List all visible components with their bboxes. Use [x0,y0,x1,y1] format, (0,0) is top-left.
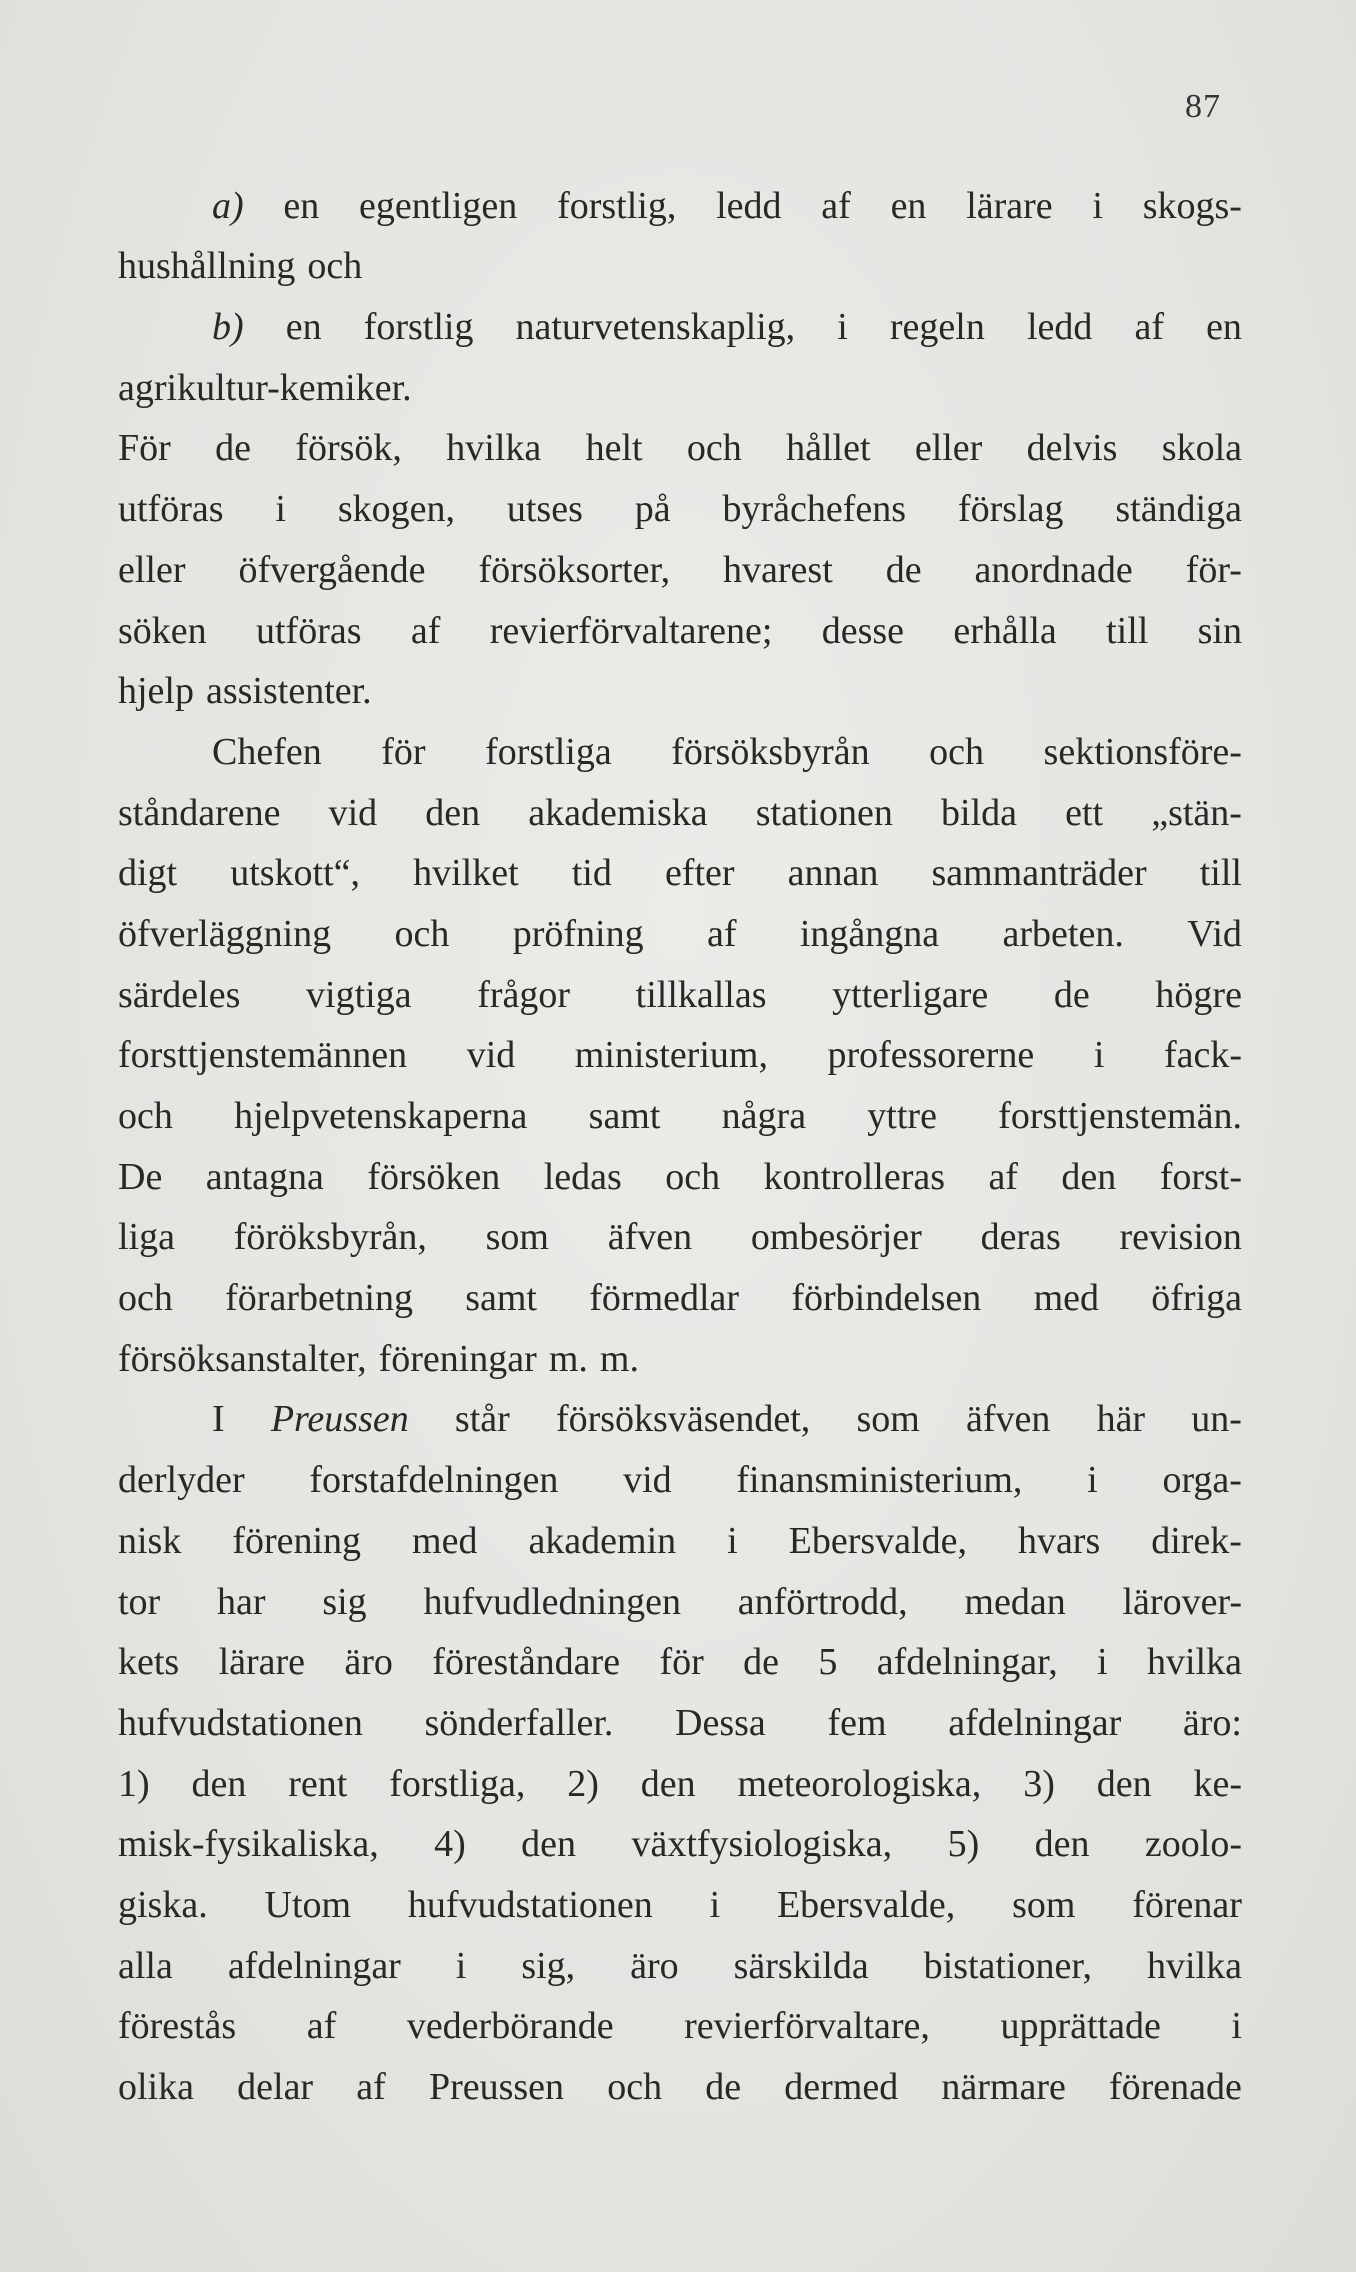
text-line [118,781,1242,842]
word: sig, [521,1944,576,1987]
word: ministerium, [574,1034,768,1077]
word: Dessa [675,1701,766,1744]
word: äro [630,1944,679,1987]
word: i [727,1519,738,1562]
word: tillkallas [635,973,767,1016]
word: och [118,1277,173,1320]
text-line [118,1388,1242,1449]
word: de [1053,973,1090,1016]
word: och [607,2066,663,2108]
word: äro: [1182,1701,1242,1744]
word: vid [328,791,378,834]
word: som [1012,1883,1076,1926]
word: eller [118,548,186,591]
word: äfven [607,1216,693,1259]
text-line [118,1266,1242,1327]
text-line [118,1691,1242,1752]
word: professorerne [827,1034,1035,1077]
word: de [215,427,251,470]
word: stationen [755,791,893,834]
word: delvis [1026,427,1118,470]
text-line [118,1509,1242,1570]
word: forstlig [363,306,474,349]
word: den [1096,1762,1152,1805]
word: den [521,1823,577,1866]
word: dermed [784,2066,899,2108]
word: försök, [295,427,402,470]
word: un- [1191,1398,1242,1441]
word: sammanträder [931,852,1147,895]
word: förening [232,1519,362,1562]
word: den [1061,1155,1117,1198]
word: alla [118,1944,173,1987]
word: närmare [941,2066,1066,2108]
word: förbindelsen [791,1277,982,1320]
word: frågor [477,973,571,1016]
word: agrikultur-kemiker. [118,366,412,409]
word: vid [466,1034,516,1077]
word: forstlig, [557,184,677,227]
body-text [118,174,1242,2116]
word: 5) [947,1823,980,1866]
text-line [118,1327,1242,1388]
page-number: 87 [1185,88,1221,125]
word: de [705,2066,742,2108]
word: af [410,609,441,652]
word: desse [821,609,905,652]
word: och [394,912,450,955]
word: af [356,2066,386,2108]
word: Ebersvalde, [788,1519,967,1562]
text-line [118,902,1242,963]
word: försöksbyrån [671,730,870,773]
word: skola [1161,427,1242,470]
text-line [118,720,1242,781]
word: skogs- [1142,184,1242,227]
word: Preussen [270,1398,409,1441]
word: den [191,1762,247,1805]
word: försöksanstalter, [118,1337,367,1380]
word: eller [914,427,983,470]
text-line [118,295,1242,356]
word: tor [118,1580,161,1623]
text-line [118,356,1242,417]
word: regeln [889,306,985,349]
word: af [1134,306,1164,349]
word: en [285,306,322,349]
word: hvilket [413,852,519,895]
text-line [118,1995,1242,2056]
word: digt [118,852,178,895]
word: sin [1197,609,1242,652]
word: „stän- [1151,791,1242,834]
word: misk-fysikaliska, [118,1823,379,1866]
word: samt [465,1277,537,1320]
word: revierförvaltare, [684,2005,930,2048]
word: giska. [118,1883,208,1926]
word: en [890,184,927,227]
word: hvilka [1146,1944,1242,1987]
word: direk- [1151,1519,1242,1562]
word: sönderfaller. [424,1701,614,1744]
word: förenar [1132,1883,1242,1926]
word: vigtiga [306,973,412,1016]
word: i [1092,184,1103,227]
word: forstafdelningen [309,1459,559,1502]
word: särskilda [733,1944,869,1987]
word: yttre [867,1095,937,1137]
word: 3) [1023,1762,1055,1805]
word: sektionsföre- [1043,730,1242,773]
word: liga [118,1216,175,1259]
text-line [118,2055,1242,2116]
word: har [217,1580,266,1623]
word: derlyder [118,1459,245,1502]
word: lärare [966,184,1053,227]
word: erhålla [953,609,1057,652]
text-line [118,1448,1242,1509]
word: vederbörande [406,2005,614,2048]
word: hjelpvetenskaperna [234,1095,528,1137]
word: och [929,730,985,773]
word: lärover- [1122,1580,1242,1623]
word: af [821,184,851,227]
word: och [686,427,742,470]
word: förestås [118,2005,237,2048]
word: på [634,488,671,531]
word: växtfysiologiska, [631,1823,893,1866]
word: några [721,1095,807,1137]
word: till [1199,852,1242,895]
word: öfverläggning [118,912,332,955]
word: försöksväsendet, [555,1398,811,1441]
word: den [1034,1823,1090,1866]
word: 2) [567,1762,599,1805]
word: af [706,912,737,955]
word: assistenter. [205,670,372,713]
word: i [1093,1034,1105,1077]
word: af [988,1155,1018,1198]
word: i [455,1944,467,1987]
word: finansministerium, [736,1459,1023,1502]
word: anordnade [974,548,1133,591]
word: äfven [966,1398,1051,1441]
word: efter [664,852,735,895]
word: För [118,427,171,470]
word: den [425,791,481,834]
word: med [1033,1277,1099,1320]
text-line [118,1873,1242,1934]
word: för [659,1641,704,1684]
word: i [1087,1459,1098,1502]
word: hufvudledningen [423,1580,681,1623]
word: Vid [1187,912,1242,955]
word: för [381,730,426,773]
word: ke- [1193,1762,1242,1805]
word: meteorologiska, [737,1762,982,1805]
text-line [118,660,1242,721]
word: De [118,1155,163,1198]
word: och [307,245,363,288]
text-line [118,538,1242,599]
text-line [118,599,1242,660]
word: högre [1155,973,1242,1016]
word: öfriga [1151,1277,1242,1320]
word: antagna [205,1155,324,1198]
word: b) [212,306,244,349]
word: för- [1185,548,1242,591]
word: akademin [528,1519,677,1562]
word: bistationer, [923,1944,1093,1987]
word: upprättade [1000,2005,1161,2048]
text-line [118,1024,1242,1085]
word: hufvudstationen [118,1701,363,1744]
word: äro [344,1641,393,1684]
word: 5 [818,1641,838,1684]
word: pröfning [512,912,644,955]
word: nisk [118,1519,182,1562]
word: i [1231,2005,1242,2048]
text-line [118,174,1242,235]
text-line [118,1570,1242,1631]
word: i [837,306,848,349]
word: Chefen [212,730,322,773]
word: 4) [434,1823,466,1866]
word: samt [588,1095,661,1137]
word: byråchefens [722,488,907,531]
word: rent [288,1762,348,1805]
text-line [118,1934,1242,1995]
word: utföras [255,609,362,652]
word: hufvudstationen [407,1883,653,1926]
word: hvilka [446,427,542,470]
word: kets [118,1641,180,1684]
word: ombesörjer [750,1216,922,1259]
word: de [885,548,922,591]
word: söken [118,609,207,652]
word: 1) [118,1762,150,1805]
word: a) [212,184,244,227]
text-line [118,963,1242,1024]
text-line [118,1631,1242,1692]
word: fem [827,1701,887,1744]
word: ledd [1026,306,1093,349]
word: forstliga, [389,1762,526,1805]
word: hvarest [723,548,833,591]
word: utses [506,488,583,531]
word: afdelningar [948,1701,1122,1744]
word: som [856,1398,920,1441]
word: delar [237,2066,314,2108]
word: ytterligare [832,973,989,1016]
word: föröksbyrån, [233,1216,427,1259]
word: afdelningar [227,1944,401,1987]
word: förslag [957,488,1064,531]
word: den [640,1762,696,1805]
text-line [118,417,1242,478]
word: akademiska [528,791,708,834]
word: hållet [786,427,871,470]
word: medan [964,1580,1066,1623]
word: här [1096,1398,1146,1441]
word: Preussen [428,2066,565,2108]
text-line [118,1813,1242,1874]
text-line [118,1084,1242,1145]
word: revierförvaltarene; [489,609,773,652]
word: i [709,1883,721,1926]
word: forsttjenstemän. [998,1095,1242,1137]
text-line [118,477,1242,538]
word: Utom [264,1883,352,1926]
word: tid [571,852,612,895]
word: deras [980,1216,1061,1259]
text-line [118,1752,1242,1813]
word: och [118,1095,173,1137]
word: som [485,1216,549,1259]
word: försöksorter, [478,548,671,591]
word: en [283,184,320,227]
word: revision [1119,1216,1242,1259]
word: föreståndare [432,1641,621,1684]
word: ledas [543,1155,622,1198]
word: afdelningar, [876,1641,1058,1684]
word: zoolo- [1144,1823,1242,1866]
word: utföras [118,488,224,531]
word: med [412,1519,478,1562]
word: fack- [1163,1034,1242,1077]
word: en [1206,306,1242,349]
word: forstliga [485,730,612,773]
word: m. [599,1337,639,1380]
word: orga- [1162,1459,1242,1502]
word: vid [623,1459,672,1502]
word: står [454,1398,510,1441]
word: ett [1065,791,1104,834]
word: till [1106,609,1149,652]
word: sig [322,1580,367,1623]
word: egentligen [359,184,518,227]
word: förarbetning [225,1277,413,1320]
word: utskott“, [230,852,361,895]
word: hjelp [118,670,194,713]
text-line [118,1206,1242,1267]
word: förenade [1109,2066,1242,2108]
word: forst- [1159,1155,1242,1198]
word: annan [787,852,879,895]
word: arbeten. [1002,912,1124,955]
word: forsttjenstemännen [118,1034,408,1077]
word: skogen, [337,488,455,531]
word: Ebersvalde, [776,1883,956,1926]
word: och [665,1155,721,1198]
word: försöken [367,1155,501,1198]
word: anförtrodd, [737,1580,908,1623]
word: de [743,1641,779,1684]
word: olika [118,2066,194,2108]
word: hushållning [118,245,296,288]
word: föreningar [378,1337,537,1380]
text-line [118,1145,1242,1206]
word: öfvergående [238,548,426,591]
word: hvilka [1147,1641,1242,1684]
word: ledd [716,184,782,227]
word: I [212,1398,225,1441]
word: förmedlar [589,1277,740,1320]
word: af [306,2005,337,2048]
word: lärare [218,1641,306,1684]
word: helt [585,427,643,470]
word: i [1097,1641,1108,1684]
word: kontrolleras [763,1155,946,1198]
text-line [118,842,1242,903]
word: ingångna [799,912,940,955]
word: bilda [941,791,1018,834]
word: naturvetenskaplig, [515,306,796,349]
word: hvars [1017,1519,1101,1562]
word: ståndarene [118,791,281,834]
word: m. [548,1337,588,1380]
word: i [275,488,286,531]
text-line [118,235,1242,296]
word: särdeles [118,973,241,1016]
word: ständiga [1115,488,1242,531]
